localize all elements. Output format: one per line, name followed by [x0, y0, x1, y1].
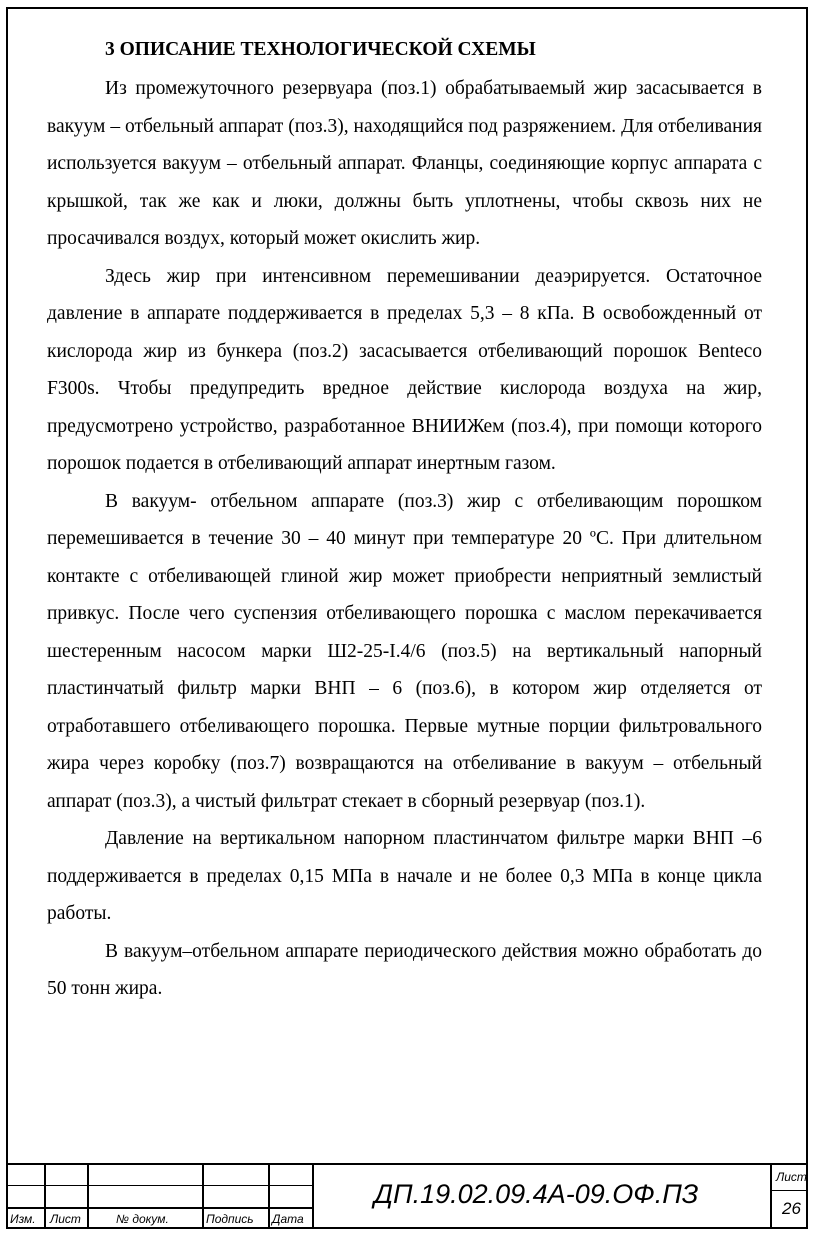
paragraph-1: Из промежуточного резервуара (поз.1) обрабатываемый жир засасывается в вакуум – отбельный аппарат (поз.3), находящийся под разряжением. Для отбеливания используется вакуум – отбельный аппарат. Фланцы, соединяющие корпус аппарата с крышкой, так же как и люки, должны быть уплотнены, чтобы сквозь них не просачивался воздух, который может окислить жир.	[47, 78, 762, 249]
sheet-number: 26	[782, 1199, 801, 1218]
column-list-label: Лист	[50, 1212, 81, 1226]
paragraph-3: В вакуум- отбельном аппарате (поз.3) жир с отбеливающим порошком перемешивается в течение 30 – 40 минут при температуре 20 ºС. При длительном контакте с отбеливающей глиной жир может приобрести неприятный землистый привкус. После чего суспензия отбеливающего порошка с маслом перекачивается шестеренным насосом марки Ш2-25-I.4/6 (поз.5) на вертикальный напорный пластинчатый фильтр марки ВНП – 6 (поз.6), в котором жир отделяется от отработавшего отбеливающего порошка. Первые мутные порции фильтровального жира через коробку (поз.7) возвращаются на отбеливание в вакуум – отбельный аппарат (поз.3), а чистый фильтрат стекает в сборный резервуар (поз.1).	[47, 490, 762, 812]
sheet-label: Лист	[776, 1170, 807, 1184]
column-data-label: Дата	[272, 1212, 304, 1226]
column-izm-label: Изм.	[10, 1212, 36, 1226]
section-heading: 3 ОПИСАНИЕ ТЕХНОЛОГИЧЕСКОЙ СХЕМЫ	[105, 39, 536, 60]
column-dokum-label: № докум.	[116, 1212, 169, 1226]
paragraph-5: В вакуум–отбельном аппарате периодического действия можно обработать до 50 тонн жира.	[47, 940, 762, 999]
paragraph-4: Давление на вертикальном напорном пластинчатом фильтре марки ВНП –6 поддерживается в пределах 0,15 МПа в начале и не более 0,3 МПа в конце цикла работы.	[47, 828, 762, 924]
paragraph-2: Здесь жир при интенсивном перемешивании деаэрируется. Остаточное давление в аппарате поддерживается в пределах 5,3 – 8 кПа. В освобожденный от кислорода жир из бункера (поз.2) засасывается отбеливающий порошок Benteco F300s. Чтобы предупредить вредное действие кислорода воздуха на жир, предусмотрено устройство, разработанное ВНИИЖем (поз.4), при помощи которого порошок подается в отбеливающий аппарат инертным газом.	[47, 265, 762, 474]
column-podpis-label: Подпись	[206, 1212, 254, 1226]
document-body	[47, 30, 762, 1008]
document-code: ДП.19.02.09.4А-09.ОФ.ПЗ	[374, 1179, 699, 1209]
title-block	[6, 1163, 808, 1229]
